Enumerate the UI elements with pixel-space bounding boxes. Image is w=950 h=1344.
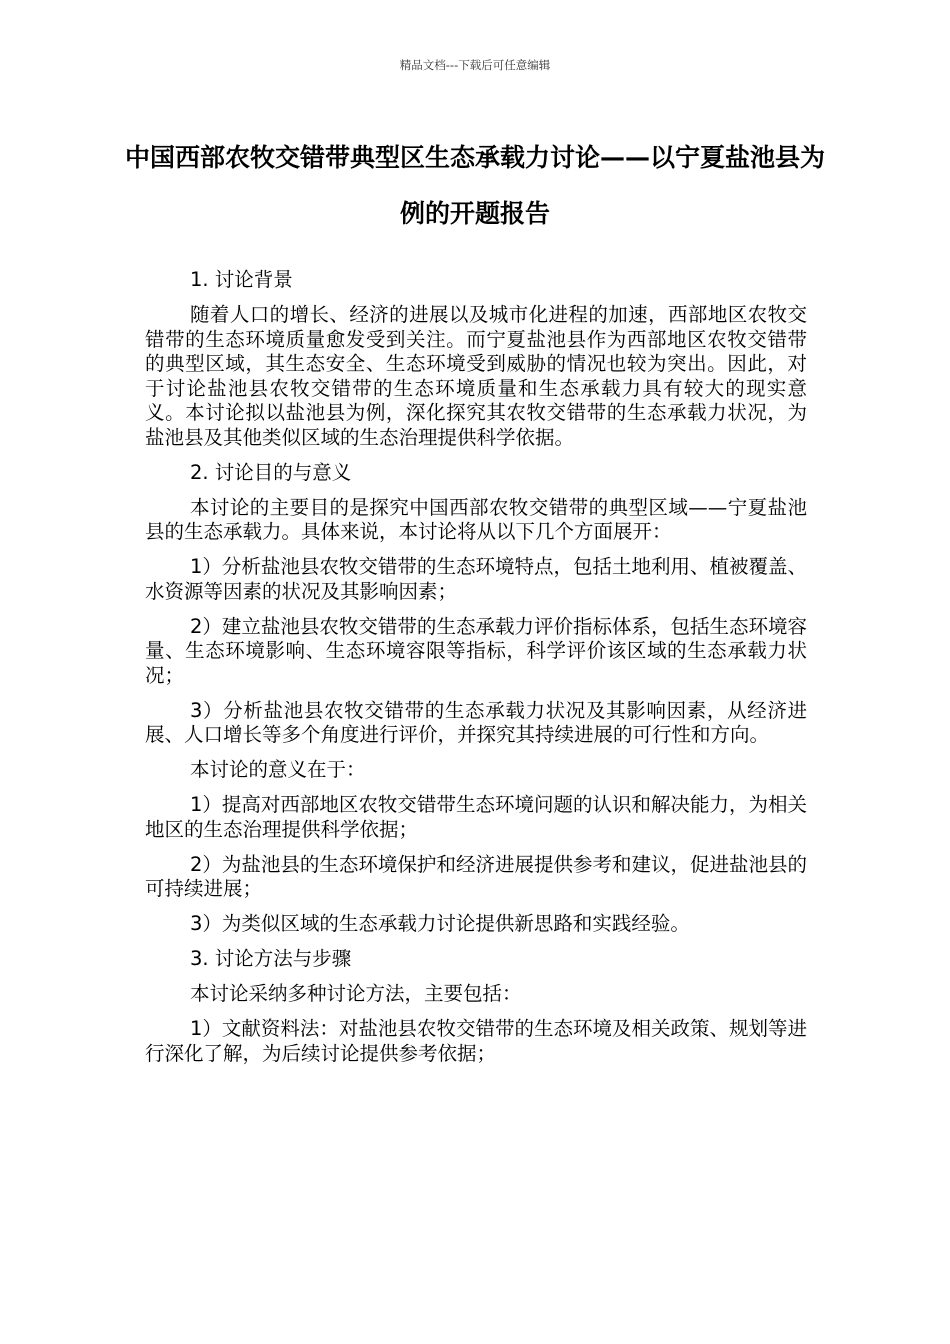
section-background — [145, 268, 807, 450]
section-purpose-significance — [145, 461, 807, 937]
list-item: 3）分析盐池县农牧交错带的生态承载力状况及其影响因素，从经济进展、人口增长等多个角度进行评价，并探究其持续进展的可行性和方向。 — [145, 698, 807, 746]
paragraph: 随着人口的增长、经济的进展以及城市化进程的加速，西部地区农牧交错带的生态环境质量愈发受到关注。而宁夏盐池县作为西部地区农牧交错带的典型区域，其生态安全、生态环境受到威胁的情况也较为突出。因此，对于讨论盐池县农牧交错带的生态环境质量和生态承载力具有较大的现实意义。本讨论拟以盐池县为例，深化探究其农牧交错带的生态承载力状况，为盐池县及其他类似区域的生态治理提供科学依据。 — [145, 303, 807, 449]
section-methods-steps — [145, 947, 807, 1066]
paragraph: 本讨论的意义在于： — [190, 758, 366, 781]
paragraph: 本讨论的主要目的是探究中国西部农牧交错带的典型区域——宁夏盐池县的生态承载力。具体来说，本讨论将从以下几个方面展开： — [145, 495, 807, 543]
header-note: 精品文档---下载后可任意编辑 — [399, 58, 551, 72]
list-item: 2）为盐池县的生态环境保护和经济进展提供参考和建议，促进盐池县的可持续进展； — [145, 852, 807, 900]
document-body — [145, 268, 807, 1077]
list-item: 1）提高对西部地区农牧交错带生态环境问题的认识和解决能力，为相关地区的生态治理提供科学依据； — [145, 793, 807, 841]
section-heading: 3. 讨论方法与步骤 — [190, 947, 352, 970]
section-heading: 2. 讨论目的与意义 — [190, 460, 352, 484]
paragraph: 本讨论采纳多种讨论方法，主要包括： — [190, 982, 522, 1005]
list-item: 1）文献资料法：对盐池县农牧交错带的生态环境及相关政策、规划等进行深化了解，为后续讨论提供参考依据； — [145, 1017, 807, 1065]
document-title: 中国西部农牧交错带典型区生态承载力讨论——以宁夏盐池县为例的开题报告 — [124, 143, 825, 228]
list-item: 2）建立盐池县农牧交错带的生态承载力评价指标体系，包括生态环境容量、生态环境影响、生态环境容限等指标，科学评价该区域的生态承载力状况； — [145, 614, 807, 687]
list-item: 1）分析盐池县农牧交错带的生态环境特点，包括土地利用、植被覆盖、水资源等因素的状况及其影响因素； — [145, 555, 807, 603]
section-heading: 1. 讨论背景 — [190, 268, 293, 291]
list-item: 3）为类似区域的生态承载力讨论提供新思路和实践经验。 — [190, 912, 690, 935]
